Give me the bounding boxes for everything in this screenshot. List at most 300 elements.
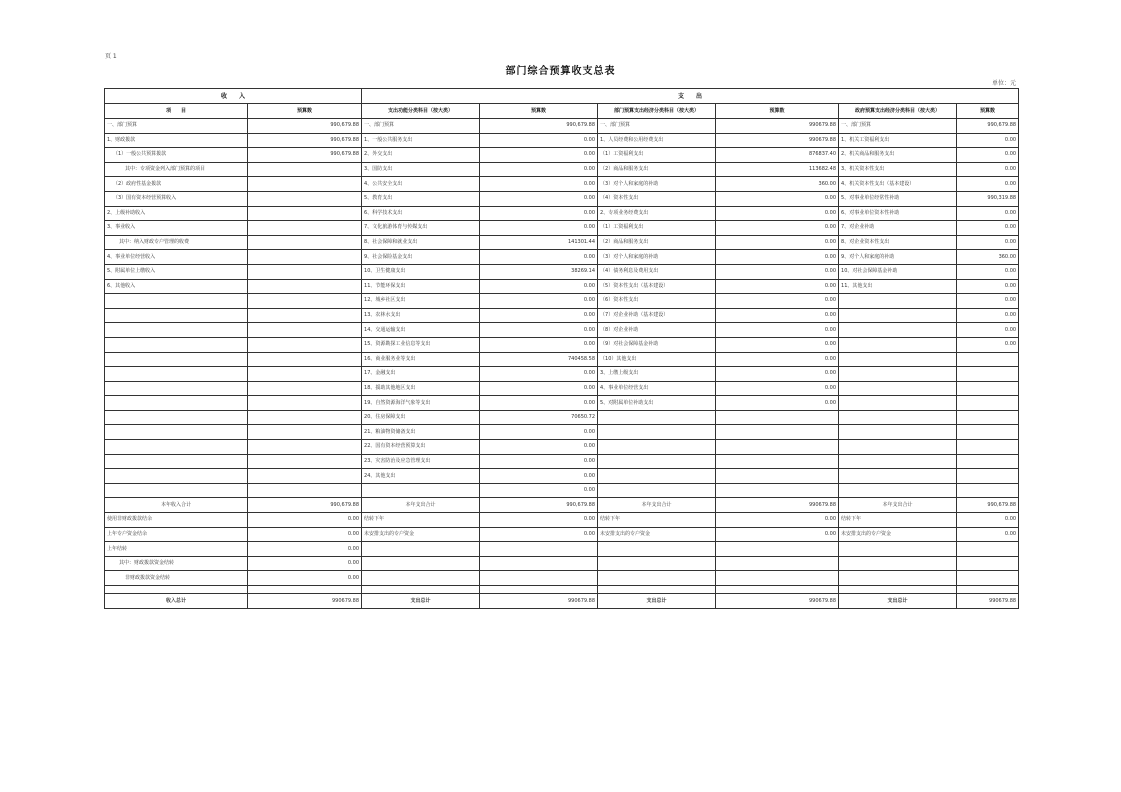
table-row [105, 250, 1019, 265]
item-cell: 4、事业单位经营收入 [105, 250, 248, 265]
amount-cell: 0.00 [480, 469, 598, 484]
amount-cell [248, 586, 362, 594]
item-cell: （1）工资福利支出 [598, 148, 716, 163]
amount-cell [716, 556, 839, 571]
item-cell: 9、社会保险基金支出 [362, 250, 480, 265]
item-cell: 18、援助其他地区支出 [362, 381, 480, 396]
table-row [105, 264, 1019, 279]
amount-cell [957, 454, 1019, 469]
amount-cell: 0.00 [480, 337, 598, 352]
budget-summary-table [104, 88, 1019, 609]
item-cell: （9）对社会保障基金补助 [598, 337, 716, 352]
amount-cell: 0.00 [480, 279, 598, 294]
col-header: 政府预算支出经济分类科目（按大类） [839, 104, 957, 119]
item-cell [839, 425, 957, 440]
table-row [105, 162, 1019, 177]
amount-cell: 0.00 [480, 396, 598, 411]
amount-cell: 0.00 [716, 294, 839, 309]
amount-cell: 990,679.88 [248, 498, 362, 513]
item-cell [105, 425, 248, 440]
amount-cell [957, 396, 1019, 411]
amount-cell: 0.00 [716, 279, 839, 294]
amount-cell: 0.00 [957, 279, 1019, 294]
item-cell: 9、对个人和家庭的补助 [839, 250, 957, 265]
item-cell: 10、卫生健康支出 [362, 264, 480, 279]
amount-cell [957, 571, 1019, 586]
amount-cell [957, 556, 1019, 571]
item-cell [598, 425, 716, 440]
item-cell: 5、对附属单位补助支出 [598, 396, 716, 411]
item-cell: 8、对企业资本性支出 [839, 235, 957, 250]
item-cell: 21、粮油物资储备支出 [362, 425, 480, 440]
item-cell [839, 294, 957, 309]
item-cell: 1、一般公共服务支出 [362, 133, 480, 148]
amount-cell: 0.00 [480, 454, 598, 469]
item-cell: （3）对个人和家庭的补助 [598, 250, 716, 265]
amount-cell: 0.00 [957, 337, 1019, 352]
amount-cell [248, 279, 362, 294]
item-cell: 未安排支出的专户资金 [839, 527, 957, 542]
amount-cell [716, 440, 839, 455]
item-cell: 14、交通运输支出 [362, 323, 480, 338]
amount-cell [480, 542, 598, 557]
item-cell: 22、国有资本经营预算支出 [362, 440, 480, 455]
item-cell [105, 308, 248, 323]
item-cell: 2、上级补助收入 [105, 206, 248, 221]
item-cell [598, 410, 716, 425]
item-cell: 6、其他收入 [105, 279, 248, 294]
amount-cell: 0.00 [716, 308, 839, 323]
amount-cell [248, 323, 362, 338]
page-number: 页 1 [105, 53, 117, 60]
item-cell [105, 396, 248, 411]
amount-cell: 0.00 [957, 148, 1019, 163]
amount-cell [248, 454, 362, 469]
item-cell [598, 556, 716, 571]
item-cell [839, 556, 957, 571]
amount-cell [957, 425, 1019, 440]
item-cell [839, 469, 957, 484]
amount-cell: 0.00 [716, 513, 839, 528]
table-row [105, 294, 1019, 309]
amount-cell [957, 483, 1019, 498]
item-cell: 支出总计 [598, 594, 716, 609]
item-cell: （5）资本性支出（基本建设） [598, 279, 716, 294]
item-cell [105, 381, 248, 396]
item-cell: 未安排支出的专户资金 [598, 527, 716, 542]
item-cell [105, 483, 248, 498]
item-cell [598, 483, 716, 498]
item-cell: （1）工资福利支出 [598, 221, 716, 236]
amount-cell: 0.00 [957, 235, 1019, 250]
amount-cell: 0.00 [480, 483, 598, 498]
subtotal-row [105, 498, 1019, 513]
item-cell: 非财政拨款资金结转 [105, 571, 248, 586]
item-cell: （1）一般公共预算拨款 [105, 148, 248, 163]
amount-cell: 0.00 [480, 250, 598, 265]
item-cell [105, 410, 248, 425]
amount-cell: 360.00 [957, 250, 1019, 265]
amount-cell [716, 469, 839, 484]
amount-cell: 990,679.88 [248, 119, 362, 134]
item-cell: （2）商品和服务支出 [598, 235, 716, 250]
item-cell [839, 410, 957, 425]
amount-cell: 0.00 [248, 542, 362, 557]
item-cell: 11、节能环保支出 [362, 279, 480, 294]
item-cell: 本年收入合计 [105, 498, 248, 513]
item-cell: 一、部门预算 [839, 119, 957, 134]
item-cell: （10）其他支出 [598, 352, 716, 367]
table-row [105, 235, 1019, 250]
amount-cell: 0.00 [957, 177, 1019, 192]
item-cell: 结转下年 [598, 513, 716, 528]
amount-cell [248, 191, 362, 206]
amount-cell: 0.00 [957, 221, 1019, 236]
item-cell: 7、文化旅游体育与传媒支出 [362, 221, 480, 236]
item-cell [839, 483, 957, 498]
amount-cell: 0.00 [716, 396, 839, 411]
amount-cell: 360.00 [716, 177, 839, 192]
table-row [105, 571, 1019, 586]
item-cell: 支出总计 [839, 594, 957, 609]
amount-cell: 740458.58 [480, 352, 598, 367]
item-cell: 3、上缴上级支出 [598, 367, 716, 382]
amount-cell: 141301.44 [480, 235, 598, 250]
item-cell: 1、财政拨款 [105, 133, 248, 148]
amount-cell: 0.00 [716, 221, 839, 236]
item-cell [839, 542, 957, 557]
amount-cell: 990,679.88 [248, 148, 362, 163]
item-cell: 收入总计 [105, 594, 248, 609]
amount-cell: 0.00 [480, 191, 598, 206]
amount-cell [248, 177, 362, 192]
item-cell [839, 367, 957, 382]
table-row [105, 352, 1019, 367]
item-cell: 上年专户资金结余 [105, 527, 248, 542]
amount-cell: 0.00 [957, 513, 1019, 528]
item-cell [839, 352, 957, 367]
item-cell [362, 571, 480, 586]
table-row [105, 381, 1019, 396]
table-row [105, 119, 1019, 134]
item-cell: 使用非财政拨款结余 [105, 513, 248, 528]
amount-cell: 0.00 [716, 264, 839, 279]
item-cell [839, 381, 957, 396]
item-cell: 一、部门预算 [362, 119, 480, 134]
amount-cell: 0.00 [957, 308, 1019, 323]
amount-cell [248, 483, 362, 498]
item-cell [362, 483, 480, 498]
item-cell: 2、外交支出 [362, 148, 480, 163]
item-cell: 5、对事业单位经常性补助 [839, 191, 957, 206]
table-row [105, 191, 1019, 206]
item-cell: 5、附属单位上缴收入 [105, 264, 248, 279]
amount-cell: 990,679.88 [480, 498, 598, 513]
item-cell: （3）对个人和家庭的补助 [598, 177, 716, 192]
table-row [105, 221, 1019, 236]
table-row [105, 177, 1019, 192]
item-cell: 8、社会保障和就业支出 [362, 235, 480, 250]
item-cell [362, 542, 480, 557]
amount-cell [480, 586, 598, 594]
amount-cell [248, 235, 362, 250]
amount-cell [957, 440, 1019, 455]
amount-cell: 0.00 [716, 323, 839, 338]
amount-cell [716, 542, 839, 557]
amount-cell [716, 586, 839, 594]
expense-header: 支 出 [362, 89, 1019, 104]
amount-cell [248, 221, 362, 236]
amount-cell: 990,679.88 [957, 498, 1019, 513]
item-cell [839, 337, 957, 352]
item-cell [598, 440, 716, 455]
amount-cell: 990679.88 [957, 594, 1019, 609]
item-cell: （6）资本性支出 [598, 294, 716, 309]
item-cell: 4、公共安全支出 [362, 177, 480, 192]
amount-cell: 990679.88 [480, 594, 598, 609]
amount-cell: 0.00 [716, 367, 839, 382]
amount-cell: 0.00 [480, 381, 598, 396]
amount-cell: 0.00 [716, 235, 839, 250]
amount-cell: 990679.88 [716, 594, 839, 609]
amount-cell [248, 250, 362, 265]
amount-cell: 113682.48 [716, 162, 839, 177]
total-row [105, 594, 1019, 609]
item-cell: 3、事业收入 [105, 221, 248, 236]
item-cell: 17、金融支出 [362, 367, 480, 382]
item-cell: 上年结转 [105, 542, 248, 557]
col-header: 预算数 [480, 104, 598, 119]
item-cell [839, 323, 957, 338]
amount-cell [248, 294, 362, 309]
amount-cell [957, 586, 1019, 594]
item-cell: 6、科学技术支出 [362, 206, 480, 221]
amount-cell [480, 556, 598, 571]
amount-cell: 0.00 [957, 133, 1019, 148]
header-row-1 [105, 89, 1019, 104]
amount-cell: 0.00 [480, 513, 598, 528]
amount-cell: 0.00 [480, 148, 598, 163]
table-row [105, 148, 1019, 163]
amount-cell: 0.00 [716, 337, 839, 352]
amount-cell: 990,319.88 [957, 191, 1019, 206]
item-cell: 其中：专项资金列入部门预算的项目 [105, 162, 248, 177]
item-cell: 结转下年 [839, 513, 957, 528]
item-cell: 3、机关资本性支出 [839, 162, 957, 177]
col-header: 预算数 [248, 104, 362, 119]
item-cell [362, 586, 480, 594]
item-cell [105, 469, 248, 484]
item-cell: 本年支出合计 [598, 498, 716, 513]
table-row [105, 367, 1019, 382]
item-cell [598, 571, 716, 586]
table-row [105, 396, 1019, 411]
amount-cell: 0.00 [480, 162, 598, 177]
amount-cell: 990,679.88 [957, 119, 1019, 134]
amount-cell: 0.00 [248, 556, 362, 571]
amount-cell: 990679.88 [716, 133, 839, 148]
amount-cell: 990,679.88 [248, 133, 362, 148]
item-cell [839, 308, 957, 323]
col-header: 部门预算支出经济分类科目（按大类） [598, 104, 716, 119]
amount-cell: 0.00 [480, 133, 598, 148]
item-cell: 支出总计 [362, 594, 480, 609]
item-cell: （3）国有资本经营预算收入 [105, 191, 248, 206]
table-row [105, 542, 1019, 557]
amount-cell: 70650.72 [480, 410, 598, 425]
amount-cell [248, 469, 362, 484]
amount-cell: 0.00 [248, 513, 362, 528]
table-row [105, 279, 1019, 294]
amount-cell [716, 425, 839, 440]
amount-cell [248, 396, 362, 411]
amount-cell: 0.00 [248, 571, 362, 586]
item-cell [105, 454, 248, 469]
col-header: 预算数 [716, 104, 839, 119]
item-cell [105, 294, 248, 309]
table-row [105, 483, 1019, 498]
amount-cell: 0.00 [957, 294, 1019, 309]
item-cell: 24、其他支出 [362, 469, 480, 484]
item-cell [598, 586, 716, 594]
amount-cell: 990679.88 [716, 119, 839, 134]
amount-cell [957, 352, 1019, 367]
item-cell [839, 454, 957, 469]
item-cell: 3、国防支出 [362, 162, 480, 177]
col-header: 预算数 [957, 104, 1019, 119]
item-cell: 13、农林水支出 [362, 308, 480, 323]
amount-cell: 38269.14 [480, 264, 598, 279]
item-cell [839, 440, 957, 455]
amount-cell: 990,679.88 [480, 119, 598, 134]
table-row [105, 556, 1019, 571]
amount-cell: 0.00 [480, 367, 598, 382]
item-cell: 15、资源勘探工业信息等支出 [362, 337, 480, 352]
page-title: 部门综合预算收支总表 [505, 66, 616, 77]
amount-cell [248, 264, 362, 279]
item-cell [105, 367, 248, 382]
amount-cell [716, 454, 839, 469]
amount-cell [248, 206, 362, 221]
table-row [105, 133, 1019, 148]
item-cell [105, 337, 248, 352]
amount-cell: 0.00 [716, 206, 839, 221]
table-row [105, 586, 1019, 594]
income-header: 收 入 [105, 89, 362, 104]
amount-cell [716, 410, 839, 425]
amount-cell: 0.00 [716, 527, 839, 542]
item-cell: 10、对社会保障基金补助 [839, 264, 957, 279]
amount-cell [248, 381, 362, 396]
item-cell [839, 571, 957, 586]
item-cell [105, 352, 248, 367]
item-cell [598, 542, 716, 557]
item-cell [105, 440, 248, 455]
item-cell: （2）商品和服务支出 [598, 162, 716, 177]
table-row [105, 410, 1019, 425]
table-row [105, 469, 1019, 484]
amount-cell: 0.00 [716, 191, 839, 206]
amount-cell [248, 308, 362, 323]
item-cell [362, 556, 480, 571]
amount-cell [248, 410, 362, 425]
item-cell: 4、机关资本性支出（基本建设） [839, 177, 957, 192]
item-cell: 16、商业服务业等支出 [362, 352, 480, 367]
item-cell: （4）资本性支出 [598, 191, 716, 206]
item-cell: 其中：财政拨款资金结转 [105, 556, 248, 571]
item-cell: 4、事业单位经营支出 [598, 381, 716, 396]
item-cell [105, 586, 248, 594]
table-row [105, 527, 1019, 542]
amount-cell: 0.00 [957, 323, 1019, 338]
table-row [105, 337, 1019, 352]
amount-cell [957, 410, 1019, 425]
amount-cell [480, 571, 598, 586]
table-row [105, 454, 1019, 469]
amount-cell: 990679.88 [716, 498, 839, 513]
item-cell: （7）对企业补助（基本建设） [598, 308, 716, 323]
amount-cell: 0.00 [716, 250, 839, 265]
item-cell: 未安排支出的专户资金 [362, 527, 480, 542]
amount-cell: 0.00 [480, 425, 598, 440]
item-cell: 1、人员经费和公用经费支出 [598, 133, 716, 148]
item-cell [598, 454, 716, 469]
amount-cell: 0.00 [480, 527, 598, 542]
amount-cell: 0.00 [480, 294, 598, 309]
table-row [105, 513, 1019, 528]
amount-cell [248, 367, 362, 382]
item-cell: 2、机关商品和服务支出 [839, 148, 957, 163]
item-cell: 一、部门预算 [598, 119, 716, 134]
amount-cell [248, 337, 362, 352]
table-row [105, 206, 1019, 221]
item-cell: （8）对企业补助 [598, 323, 716, 338]
amount-cell: 0.00 [957, 206, 1019, 221]
item-cell: 6、对事业单位资本性补助 [839, 206, 957, 221]
item-cell [839, 586, 957, 594]
amount-cell: 0.00 [480, 221, 598, 236]
item-cell [839, 396, 957, 411]
amount-cell: 0.00 [957, 527, 1019, 542]
item-cell: 5、教育支出 [362, 191, 480, 206]
amount-cell: 0.00 [480, 308, 598, 323]
item-cell: 本年支出合计 [362, 498, 480, 513]
col-header: 项 目 [105, 104, 248, 119]
item-cell: 12、城乡社区支出 [362, 294, 480, 309]
amount-cell: 0.00 [957, 162, 1019, 177]
amount-cell [248, 425, 362, 440]
amount-cell [957, 367, 1019, 382]
amount-cell [957, 469, 1019, 484]
item-cell: 本年支出合计 [839, 498, 957, 513]
item-cell: 20、住房保障支出 [362, 410, 480, 425]
unit-label: 单位：元 [991, 80, 1016, 87]
col-header: 支出功能分类科目（按大类） [362, 104, 480, 119]
amount-cell [957, 542, 1019, 557]
item-cell: 2、专项业务经费支出 [598, 206, 716, 221]
amount-cell [716, 571, 839, 586]
item-cell: 其中：纳入财政专户管理的收费 [105, 235, 248, 250]
amount-cell [957, 381, 1019, 396]
item-cell: 19、自然资源海洋气象等支出 [362, 396, 480, 411]
table-row [105, 323, 1019, 338]
item-cell: 结转下年 [362, 513, 480, 528]
amount-cell [248, 352, 362, 367]
item-cell: （2）政府性基金拨款 [105, 177, 248, 192]
table-row [105, 308, 1019, 323]
item-cell: 11、其他支出 [839, 279, 957, 294]
amount-cell: 0.00 [716, 381, 839, 396]
